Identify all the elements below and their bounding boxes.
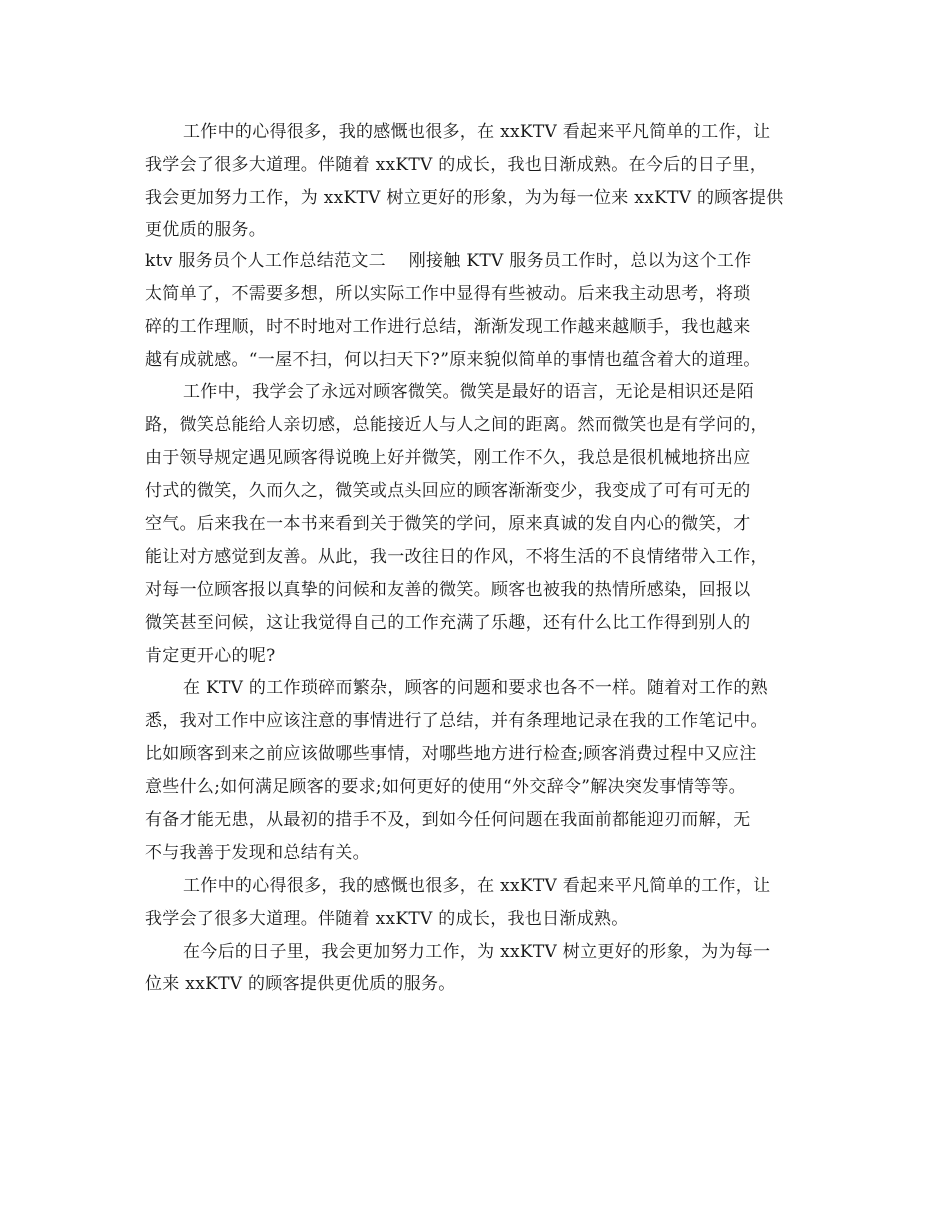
text-line: 太简单了，不需要多想，所以实际工作中显得有些被动。后来我主动思考，将琐 (145, 284, 751, 304)
text-line: 我会更加努力工作，为 xxKTV 树立更好的形象，为为每一位来 xxKTV 的顾客提供 (145, 188, 784, 208)
text-line: 工作中，我学会了永远对顾客微笑。微笑是最好的语言，无论是相识还是陌 (183, 382, 754, 402)
text-line: 在 KTV 的工作琐碎而繁杂，顾客的问题和要求也各不一样。随着对工作的熟 (183, 678, 768, 698)
text-line: 我学会了很多大道理。伴随着 xxKTV 的成长，我也日渐成熟。在今后的日子里， (145, 155, 767, 175)
text-line: 微笑甚至问候，这让我觉得自己的工作充满了乐趣，还有什么比工作得到别人的 (145, 613, 751, 633)
text-line: 路，微笑总能给人亲切感，总能接近人与人之间的距离。然而微笑也是有学问的， (145, 415, 768, 435)
text-line: 位来 xxKTV 的顾客提供更优质的服务。 (145, 974, 456, 994)
text-line: 悉，我对工作中应该注意的事情进行了总结，并有条理地记录在我的工作笔记中。 (145, 711, 768, 731)
text-line: 对每一位顾客报以真挚的问候和友善的微笑。顾客也被我的热情所感染，回报以 (145, 580, 751, 600)
text-line: 越有成就感。“一屋不扫，何以扫天下?”原来貌似简单的事情也蕴含着大的道理。 (145, 350, 761, 370)
text-line: 碎的工作理顺，时不时地对工作进行总结，渐渐发现工作越来越顺手，我也越来 (145, 317, 751, 337)
text-line: 意些什么;如何满足顾客的要求;如何更好的使用“外交辞令”解决突发事情等等。 (145, 777, 746, 797)
text-line: 工作中的心得很多，我的感慨也很多，在 xxKTV 看起来平凡简单的工作，让 (183, 122, 771, 142)
section-heading-line: ktv 服务员个人工作总结范文二 刚接触 KTV 服务员工作时，总以为这个工作 (145, 251, 752, 271)
text-line: 工作中的心得很多，我的感慨也很多，在 xxKTV 看起来平凡简单的工作，让 (183, 876, 771, 896)
text-line: 在今后的日子里，我会更加努力工作，为 xxKTV 树立更好的形象，为为每一 (183, 942, 771, 962)
text-line: 比如顾客到来之前应该做哪些事情，对哪些地方进行检查;顾客消费过程中又应注 (145, 744, 757, 764)
text-line: 能让对方感觉到友善。从此，我一改往日的作风，不将生活的不良情绪带入工作， (145, 547, 768, 567)
text-line: 空气。后来我在一本书来看到关于微笑的学问，原来真诚的发自内心的微笑，才 (145, 514, 751, 534)
text-line: 由于领导规定遇见顾客得说晚上好并微笑，刚工作不久，我总是很机械地挤出应 (145, 448, 751, 468)
text-line: 不与我善于发现和总结有关。 (145, 843, 370, 863)
text-line: 付式的微笑，久而久之，微笑或点头回应的顾客渐渐变少，我变成了可有可无的 (145, 481, 751, 501)
text-line: 肯定更开心的呢? (145, 646, 276, 666)
text-line: 有备才能无患，从最初的措手不及，到如今任何问题在我面前都能迎刃而解，无 (145, 810, 751, 830)
text-line: 我学会了很多大道理。伴随着 xxKTV 的成长，我也日渐成熟。 (145, 909, 629, 929)
text-line: 更优质的服务。 (145, 220, 267, 240)
